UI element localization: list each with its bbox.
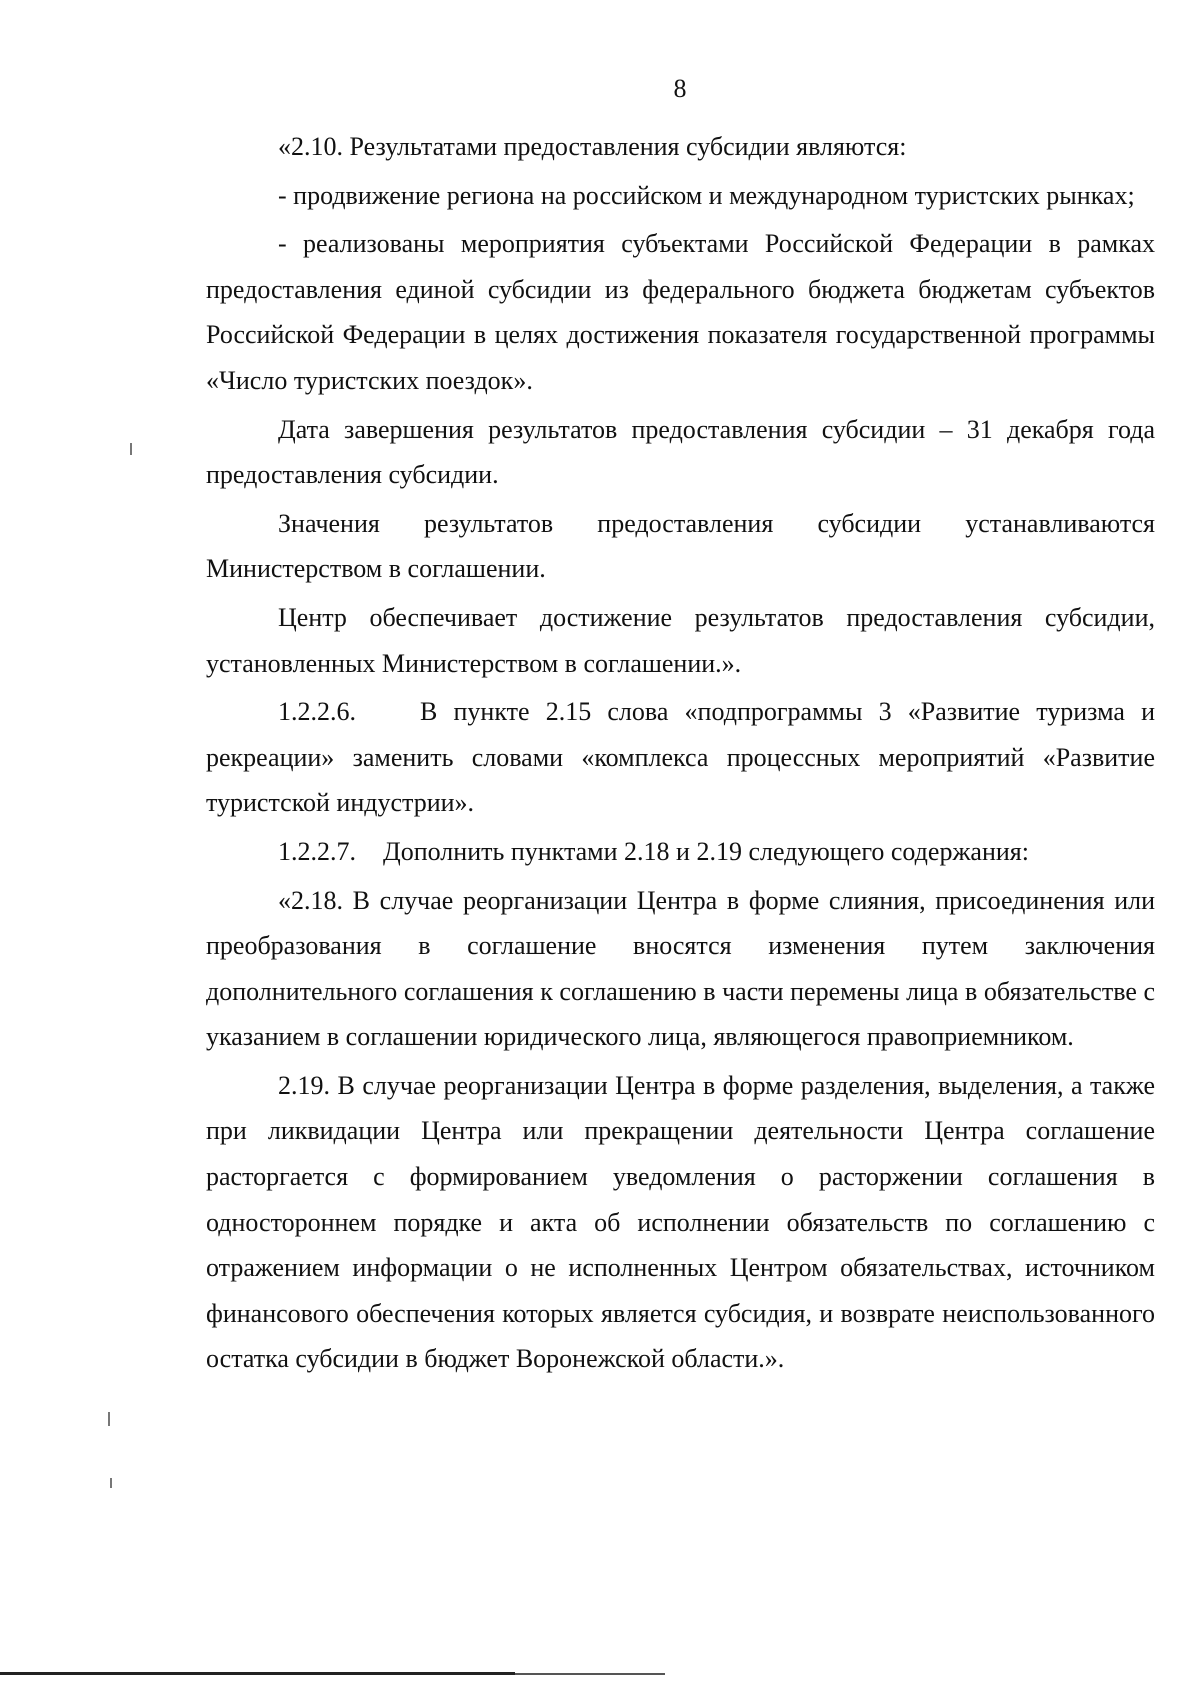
paragraph-2-10-heading: «2.10. Результатами предоставления субсидии являются: xyxy=(278,132,907,161)
document-body xyxy=(206,124,1155,1382)
clause-number: 1.2.2.7. xyxy=(278,836,356,866)
scan-edge-line xyxy=(0,1672,515,1675)
paragraph-center-achievement: Центр обеспечивает достижение результатов предоставления субсидии, установленных Министерством в соглашении.». xyxy=(206,602,1155,678)
clause-1-2-2-6 xyxy=(206,689,1155,826)
paragraph-result-promotion: - продвижение региона на российском и международном туристских рынках; xyxy=(278,180,1135,210)
paragraph-completion-date: Дата завершения результатов предоставления субсидии – 31 декабря года предоставления субсидии. xyxy=(206,414,1155,490)
paragraph-result-values: Значения результатов предоставления субсидии устанавливаются Министерством в соглашении. xyxy=(206,508,1155,584)
paragraph-result-events: - реализованы мероприятия субъектами Российской Федерации в рамках предоставления единой субсидии из федерального бюджета бюджетам субъектов Российской Федерации в целях достижения показателя государственной программы «Число туристских поездок». xyxy=(206,229,1155,395)
clause-text: В пункте 2.15 слова «подпрограммы 3 «Развитие туризма и рекреации» заменить словами «комплекса процессных мероприятий «Развитие туристской индустрии». xyxy=(206,697,1155,818)
paragraph-2-19: 2.19. В случае реорганизации Центра в форме разделения, выделения, а также при ликвидации Центра или прекращении деятельности Центра соглашение расторгается с формированием уведомления о расторжении соглашения в одностороннем порядке и акта об исполнении обязательств по соглашению с отражением информации о не исполненных Центром обязательствах, источником финансового обеспечения которых является субсидия, и возврате неиспользованного остатка субсидии в бюджет Воронежской области.». xyxy=(206,1070,1155,1374)
clause-number: 1.2.2.6. xyxy=(278,697,356,727)
clause-1-2-2-7 xyxy=(206,829,1155,875)
scan-margin-mark xyxy=(108,1412,110,1426)
paragraph-2-18: «2.18. В случае реорганизации Центра в форме слияния, присоединения или преобразования в соглашение вносятся изменения путем заключения дополнительного соглашения к соглашению в части перемены лица в обязательстве с указанием в соглашении юридического лица, являющегося правоприемником. xyxy=(206,885,1155,1052)
clause-text: Дополнить пунктами 2.18 и 2.19 следующего содержания: xyxy=(383,836,1029,866)
scan-margin-mark xyxy=(130,443,132,455)
scan-edge-line xyxy=(515,1673,665,1675)
page-number: 8 xyxy=(673,74,687,103)
scan-margin-mark xyxy=(110,1478,112,1488)
